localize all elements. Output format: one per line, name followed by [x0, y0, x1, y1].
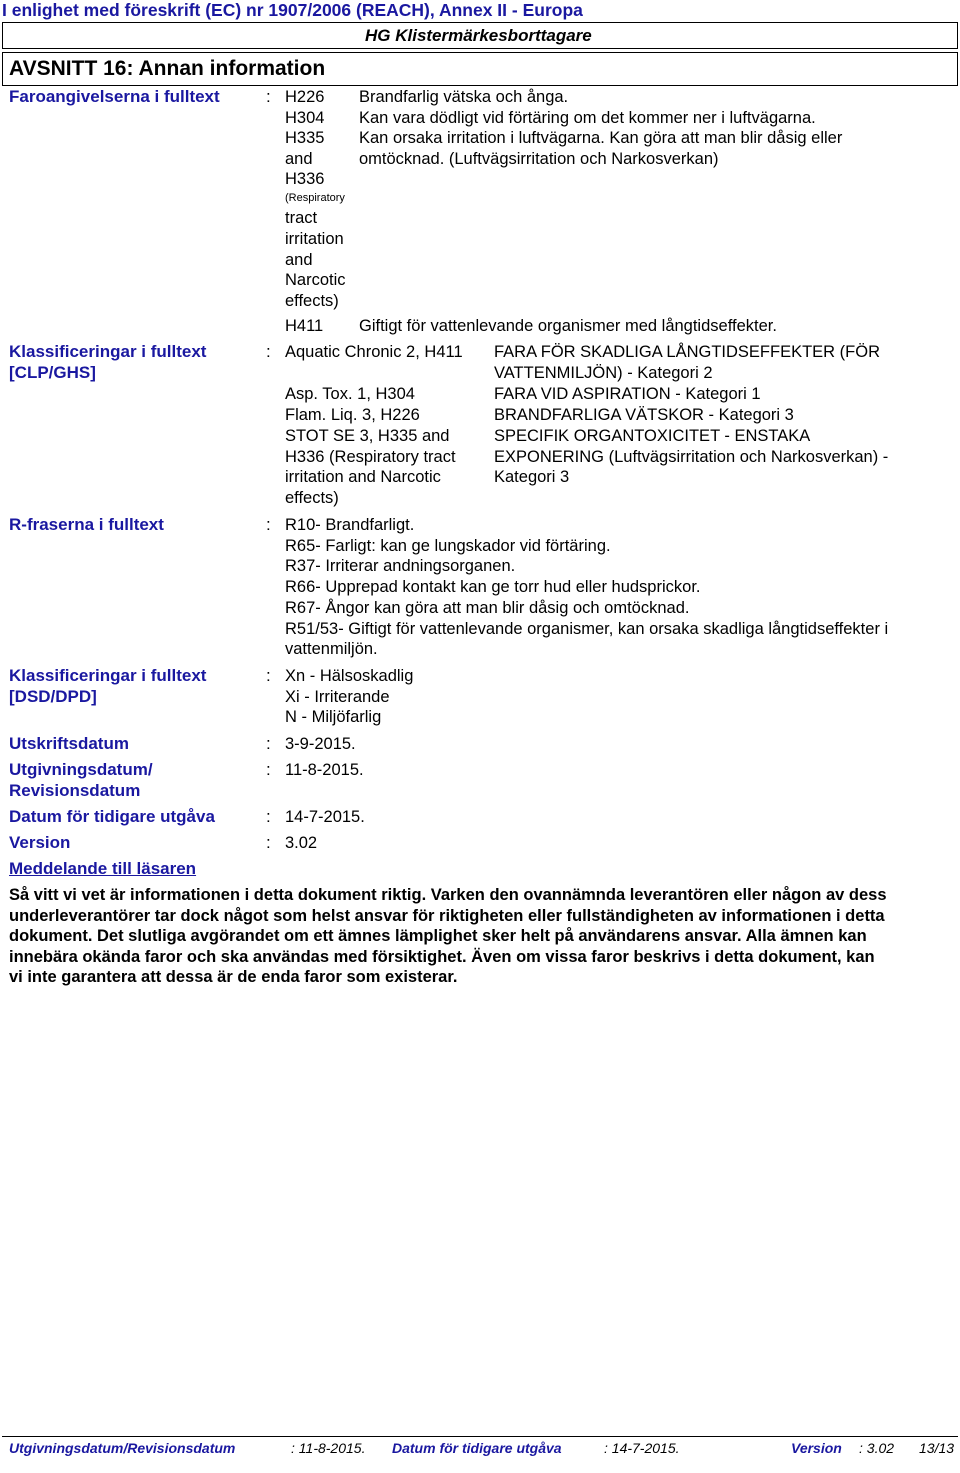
dsd-item: Xn - Hälsoskadlig — [285, 667, 414, 685]
code-line: and — [285, 250, 313, 269]
colon: : — [266, 87, 271, 106]
r-phrase: R67- Ångor kan göra att man blir dåsig och omtöcknad. — [285, 598, 690, 617]
colon: : — [266, 666, 271, 685]
hazard-statements-label: Faroangivelserna i fulltext — [9, 87, 220, 106]
notice-line: vi inte garantera att dessa är de enda faror som existerar. — [9, 968, 458, 987]
r-phrases-list — [285, 515, 888, 660]
label-line: Utgivningsdatum/ — [9, 760, 153, 779]
print-date-value: 3-9-2015. — [285, 735, 356, 753]
colon: : — [266, 342, 271, 361]
notice-line: underleverantörer tar dock något som helst ansvar för riktigheten eller fullständigheten av informationen i detta — [9, 906, 885, 925]
footer-prev-value: : 14-7-2015. — [604, 1440, 680, 1456]
hazard-code-h304: H304 — [285, 109, 325, 127]
code-line: and — [285, 149, 313, 168]
dsd-classification-label — [9, 666, 206, 707]
code-line: H335 — [285, 129, 325, 147]
label-line: [DSD/DPD] — [9, 686, 97, 706]
version-label: Version — [9, 833, 71, 852]
notice-text — [9, 885, 954, 988]
code-line: H336 — [285, 170, 325, 189]
issue-date-value: 11-8-2015. — [285, 761, 364, 779]
product-name: HG Klistermärkesborttagare — [365, 26, 592, 45]
dsd-item: Xi - Irriterande — [285, 687, 390, 706]
issue-date-label — [9, 760, 153, 801]
clp-line: SPECIFIK ORGANTOXICITET - ENSTAKA — [494, 427, 811, 445]
previous-issue-value: 14-7-2015. — [285, 808, 365, 826]
label-line: Klassificeringar i fulltext — [9, 342, 207, 361]
label-line: Revisionsdatum — [9, 780, 141, 800]
clp-row-right — [494, 342, 880, 383]
r-phrase: R66- Upprepad kontakt kan ge torr hud eller hudsprickor. — [285, 578, 701, 597]
clp-line: STOT SE 3, H335 and — [285, 427, 450, 445]
code-line: irritation — [285, 229, 344, 248]
text-line: omtöcknad. (Luftvägsirritation och Narkosverkan) — [359, 149, 719, 168]
r-phrase: R65- Farligt: kan ge lungskador vid förtäring. — [285, 536, 611, 555]
clp-row-right: FARA VID ASPIRATION - Kategori 1 — [494, 385, 761, 403]
previous-issue-label: Datum för tidigare utgåva — [9, 807, 215, 826]
r-phrase: R51/53- Giftigt för vattenlevande organismer, kan orsaka skadliga långtidseffekter i — [285, 619, 889, 638]
clp-line: H336 (Respiratory tract — [285, 447, 456, 466]
footer-prev-label: Datum för tidigare utgåva — [392, 1440, 562, 1456]
footer-issue-value: : 11-8-2015. — [291, 1440, 366, 1456]
r-phrase: R10- Brandfarligt. — [285, 516, 415, 534]
colon: : — [266, 807, 271, 826]
clp-row-right: BRANDFARLIGA VÄTSKOR - Kategori 3 — [494, 406, 794, 424]
clp-row-right — [494, 426, 888, 488]
colon: : — [266, 760, 271, 779]
footer-version-value: : 3.02 — [859, 1440, 895, 1456]
footer-issue-label: Utgivningsdatum/Revisionsdatum — [9, 1440, 236, 1456]
print-date-label: Utskriftsdatum — [9, 734, 129, 753]
r-phrase: vattenmiljön. — [285, 640, 378, 659]
dsd-item: N - Miljöfarlig — [285, 708, 382, 727]
code-line: Narcotic — [285, 271, 346, 290]
colon: : — [266, 515, 271, 534]
version-value: 3.02 — [285, 834, 318, 852]
hazard-code-h335-h336 — [285, 128, 351, 312]
notice-line: innebära okända faror och ska användas med försiktighet. Även om vissa faror beskrivs i detta dokument, kan — [9, 947, 875, 966]
clp-row-left: Aquatic Chronic 2, H411 — [285, 343, 463, 361]
text-line: Kan orsaka irritation i luftvägarna. Kan göra att man blir dåsig eller — [359, 129, 843, 147]
colon: : — [266, 734, 271, 753]
footer-divider — [2, 1436, 958, 1437]
hazard-text-h304: Kan vara dödligt vid förtäring om det kommer ner i luftvägarna. — [359, 109, 816, 127]
clp-line: VATTENMILJÖN) - Kategori 2 — [494, 363, 713, 382]
clp-line: Kategori 3 — [494, 468, 570, 487]
clp-line: FARA FÖR SKADLIGA LÅNGTIDSEFFEKTER (FÖR — [494, 343, 880, 361]
code-line: effects) — [285, 291, 339, 310]
clp-classification-label — [9, 342, 206, 383]
notice-line: dokument. Det slutliga avgörandet om ett ämnes lämplighet sker helt på användarens ansvar. Alla ämnen kan — [9, 927, 867, 946]
clp-row-left: Flam. Liq. 3, H226 — [285, 406, 420, 424]
section-title: AVSNITT 16: Annan information — [9, 57, 326, 80]
clp-row-left: Asp. Tox. 1, H304 — [285, 385, 415, 403]
hazard-code-h226: H226 — [285, 88, 325, 106]
code-line-small: (Respiratory — [285, 192, 345, 205]
dsd-list — [285, 666, 413, 728]
hazard-text-h335-h336 — [359, 128, 842, 169]
regulation-header: I enlighet med föreskrift (EC) nr 1907/2006 (REACH), Annex II - Europa — [2, 0, 583, 20]
clp-line: EXPONERING (Luftvägsirritation och Narkosverkan) - — [494, 447, 889, 466]
r-phrase: R37- Irriterar andningsorganen. — [285, 557, 516, 576]
label-line: Klassificeringar i fulltext — [9, 666, 207, 685]
notice-label: Meddelande till läsaren — [9, 859, 197, 878]
hazard-code-h411: H411 — [285, 317, 324, 335]
hazard-text-h411: Giftigt för vattenlevande organismer med långtidseffekter. — [359, 317, 777, 335]
label-line: [CLP/GHS] — [9, 362, 96, 382]
clp-line: effects) — [285, 489, 339, 508]
hazard-text-h226: Brandfarlig vätska och ånga. — [359, 88, 569, 106]
notice-line: Så vitt vi vet är informationen i detta dokument riktig. Varken den ovannämnda leverantören eller någon av dess — [9, 886, 887, 904]
colon: : — [266, 833, 271, 852]
footer-version-label: Version — [791, 1440, 842, 1456]
code-line: tract — [285, 209, 318, 228]
clp-line: irritation and Narcotic — [285, 468, 441, 487]
r-phrases-label: R-fraserna i fulltext — [9, 515, 164, 534]
footer-page-number: 13/13 — [919, 1440, 955, 1456]
clp-row-left — [285, 426, 456, 509]
